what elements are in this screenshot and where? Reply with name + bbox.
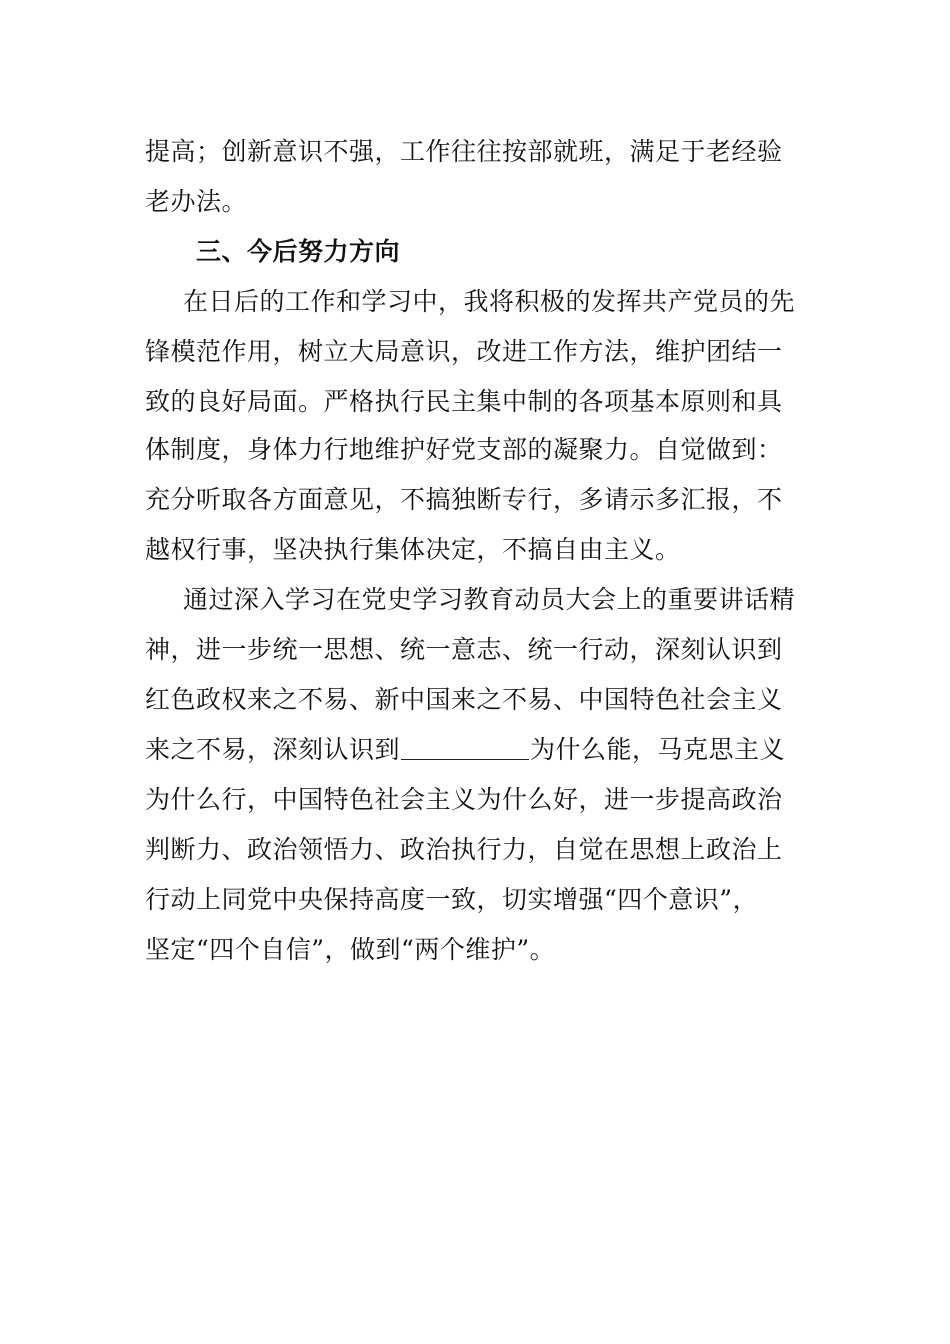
text-line: 充分听取各方面意见，不搞独断专行，多请示多汇报，不: [145, 485, 783, 514]
text-line: 判断力、政治领悟力、政治执行力，自觉在思想上政治上: [145, 835, 783, 864]
text-line: 行动上同党中央保持高度一致，切实增强“四个意识”，: [145, 885, 759, 914]
fill-in-blank: [401, 735, 529, 760]
section-heading: 三、今后努力方向: [196, 237, 401, 266]
text-line: 为什么行，中国特色社会主义为什么好，进一步提高政治: [145, 785, 783, 814]
text-line: 坚定“四个自信”，做到“两个维护”。: [145, 935, 556, 964]
text-line: 体制度，身体力行地维护好党支部的凝聚力。自觉做到：: [145, 435, 783, 464]
text-line: 越权行事，坚决执行集体决定，不搞自由主义。: [145, 535, 681, 564]
text-line: 在日后的工作和学习中，我将积极的发挥共产党员的先: [183, 287, 796, 316]
text-line-with-blank: [145, 733, 845, 766]
text-fragment: 来之不易，深刻认识到: [145, 735, 401, 764]
text-line: 红色政权来之不易、新中国来之不易、中国特色社会主义: [145, 685, 783, 714]
text-line: 致的良好局面。严格执行民主集中制的各项基本原则和具: [145, 387, 783, 416]
text-line: 锋模范作用，树立大局意识，改进工作方法，维护团结一: [145, 337, 783, 366]
text-fragment: 为什么能，马克思主义: [530, 735, 786, 764]
text-line: 提高；创新意识不强，工作往往按部就班，满足于老经验: [145, 137, 783, 166]
text-line: 老办法。: [145, 187, 248, 216]
text-line: 神，进一步统一思想、统一意志、统一行动，深刻认识到: [145, 635, 783, 664]
text-line: 通过深入学习在党史学习教育动员大会上的重要讲话精: [183, 585, 796, 614]
